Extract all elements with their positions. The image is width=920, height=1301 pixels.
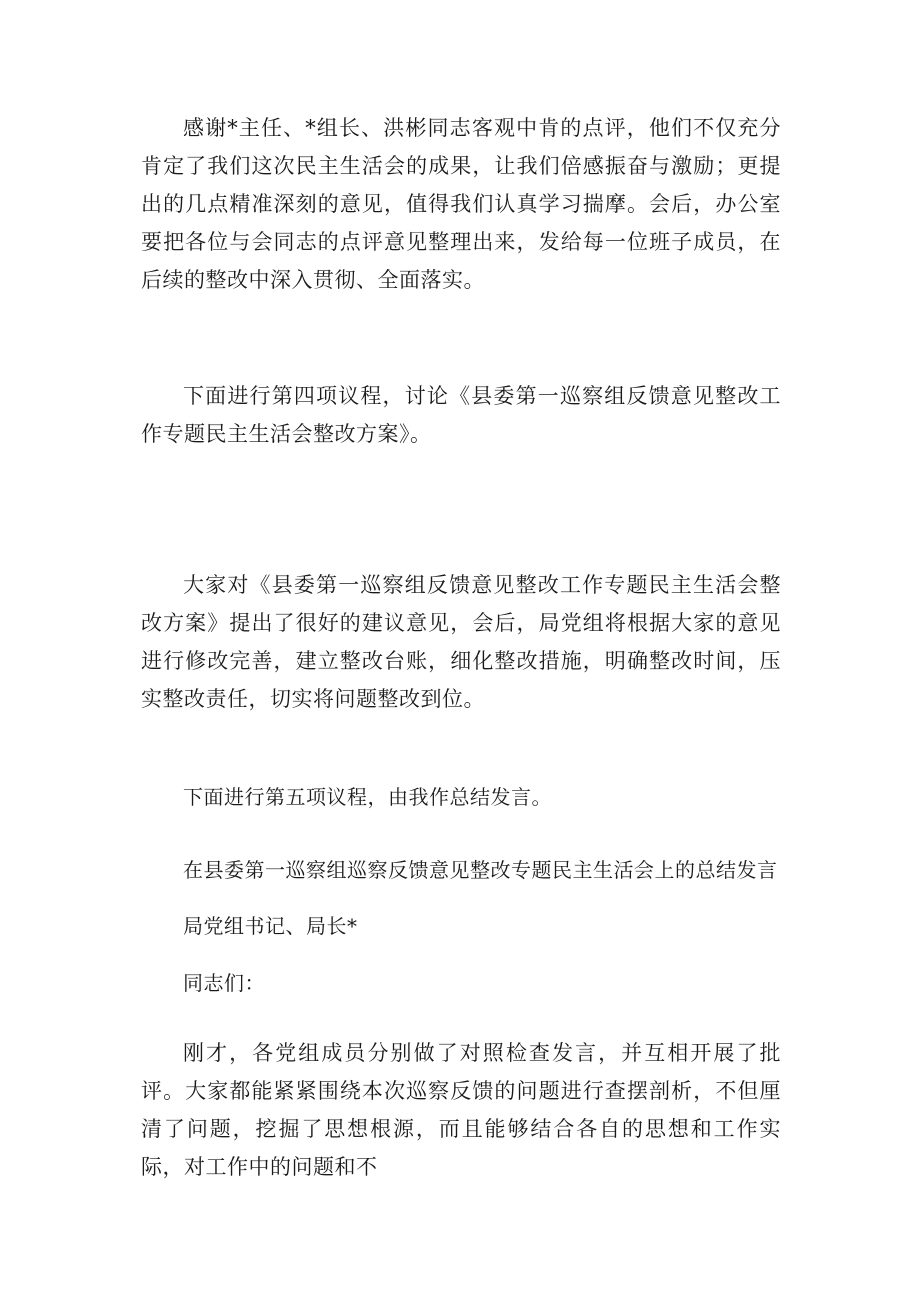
salutation: 同志们： bbox=[183, 971, 265, 995]
paragraph-agenda-five: 下面进行第五项议程，由我作总结发言。 bbox=[183, 785, 552, 809]
speech-title: 在县委第一巡察组巡察反馈意见整改专题民主生活会上的总结发言 bbox=[183, 858, 778, 882]
paragraph-suggestions: 大家对《县委第一巡察组反馈意见整改工作专题民主生活会整改方案》提出了很好的建议意见，会后，局党组将根据大家的意见进行修改完善，建立整改台账，细化整改措施，明确整改时间，压实整改责任，切实将问题整改到位。 bbox=[141, 573, 781, 711]
paragraph-speech-body: 刚才，各党组成员分别做了对照检查发言，并互相开展了批评。大家都能紧紧围绕本次巡察反馈的问题进行查摆剖析，不但厘清了问题，挖掘了思想根源，而且能够结合各自的思想和工作实际，对工作中的问题和不 bbox=[141, 1041, 781, 1179]
paragraph-thanks: 感谢*主任、*组长、洪彬同志客观中肯的点评，他们不仅充分肯定了我们这次民主生活会的成果，让我们倍感振奋与激励；更提出的几点精准深刻的意见，值得我们认真学习揣摩。会后，办公室要把各位与会同志的点评意见整理出来，发给每一位班子成员，在后续的整改中深入贯彻、全面落实。 bbox=[141, 116, 781, 292]
speaker-line: 局党组书记、局长* bbox=[183, 914, 358, 938]
paragraph-agenda-four: 下面进行第四项议程，讨论《县委第一巡察组反馈意见整改工作专题民主生活会整改方案》。 bbox=[141, 384, 781, 446]
